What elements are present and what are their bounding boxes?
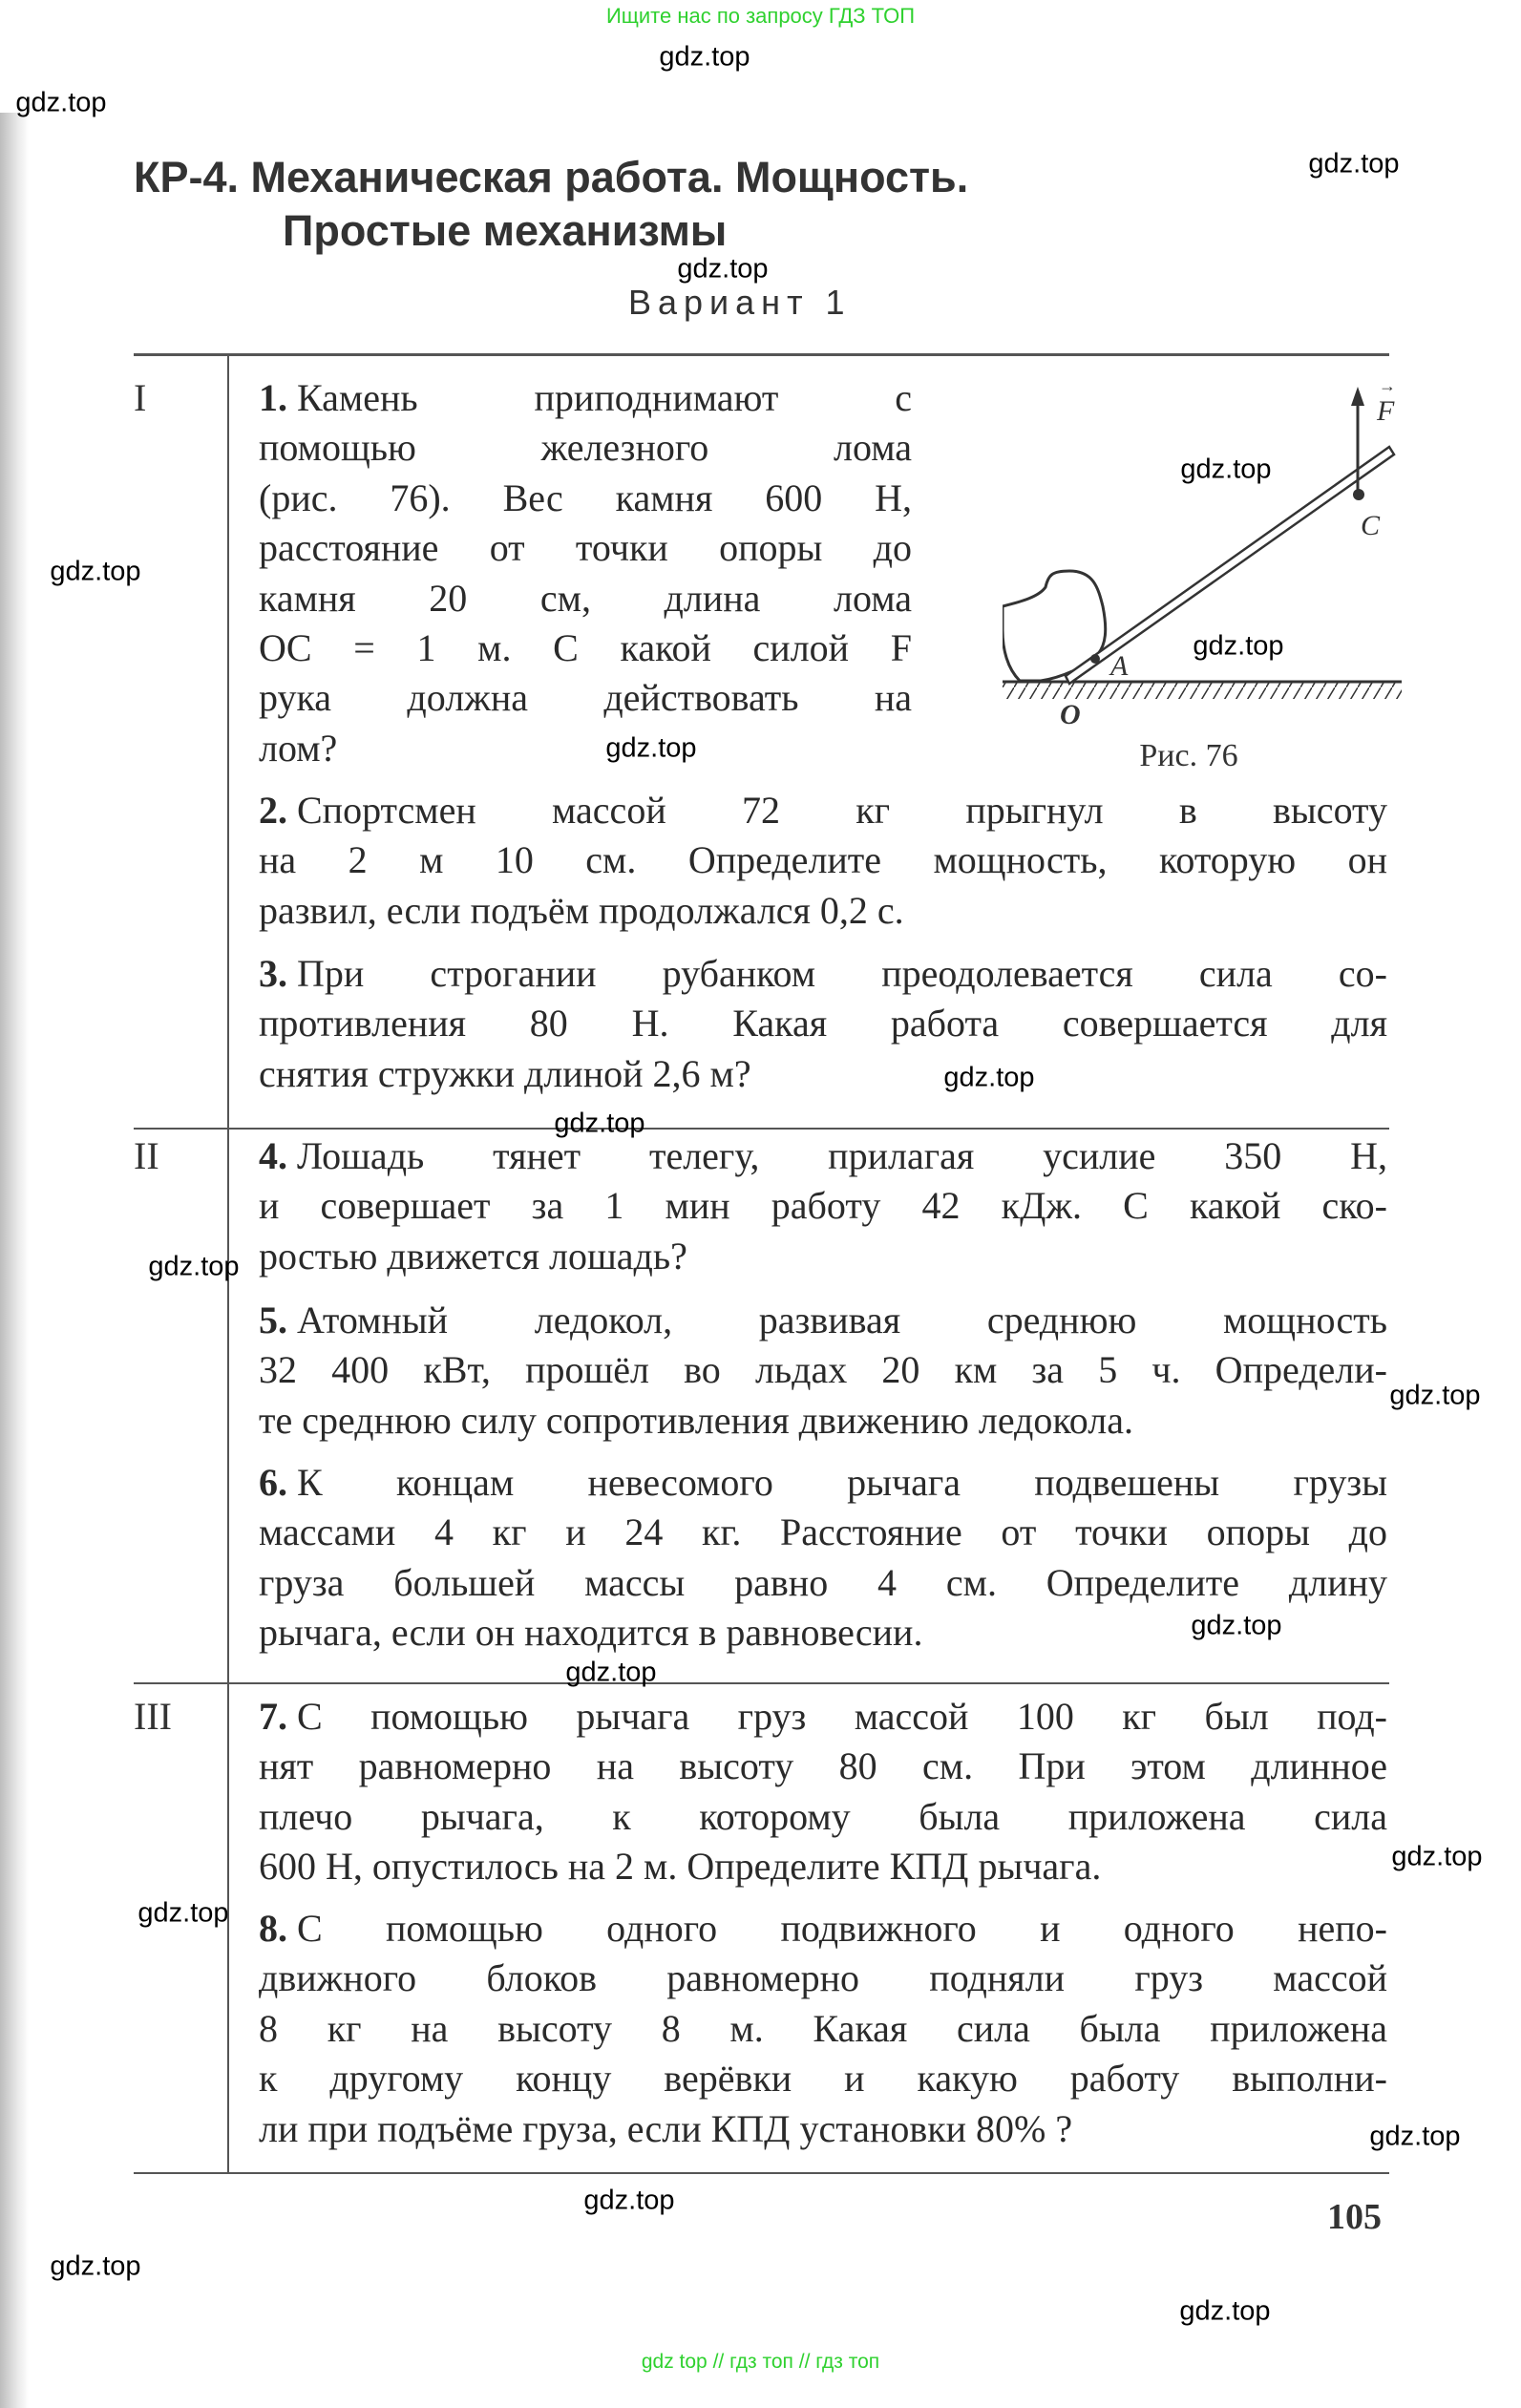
problem-text: При строгании рубанком преодолевается сила со-	[297, 952, 1387, 995]
problem-line	[259, 673, 912, 723]
table-bottom-rule	[134, 2172, 1389, 2174]
page-edge-shadow	[0, 113, 29, 2408]
problem-number: 4.	[259, 1134, 287, 1177]
problem-1	[259, 373, 912, 773]
watermark: gdz.top	[1180, 454, 1272, 485]
problem-line	[259, 373, 912, 423]
problem-text: нят равномерно на высоту 80 см. При этом длинное	[259, 1744, 1387, 1788]
problem-line	[259, 1131, 1387, 1181]
label-a: A	[1110, 650, 1129, 682]
label-c: C	[1361, 510, 1381, 541]
problem-line	[259, 523, 912, 573]
watermark: gdz.top	[50, 556, 141, 587]
problem-text: движного блоков равномерно подняли груз массой	[259, 1956, 1387, 2000]
problem-line	[259, 574, 912, 623]
problem-text: груза большей массы равно 4 см. Определите длину	[259, 1560, 1387, 1604]
problem-line	[259, 1904, 1387, 1954]
level-label-2: II	[134, 1134, 159, 1177]
problem-line	[259, 1508, 1387, 1557]
watermark: gdz.top	[15, 87, 107, 118]
problem-line	[259, 1458, 1387, 1508]
problem-line	[259, 2104, 1387, 2154]
level-divider-2	[134, 1682, 1389, 1684]
problem-text: помощью железного лома	[259, 426, 912, 470]
problem-text: К концам невесомого рычага подвешены грузы	[297, 1461, 1387, 1504]
watermark: gdz.top	[583, 2185, 675, 2216]
problem-text: рычага, если он находится в равновесии.	[259, 1611, 923, 1655]
problem-text: на 2 м 10 см. Определите мощность, которую он	[259, 838, 1387, 882]
variant-heading: Вариант 1	[628, 283, 852, 322]
problem-text: ли при подъёме груза, если КПД установки 80% ?	[259, 2106, 1073, 2150]
figure-caption: Рис. 76	[1139, 738, 1238, 773]
problem-text: 600 Н, опустилось на 2 м. Определите КПД рычага.	[259, 1845, 1102, 1889]
watermark: gdz.top	[50, 2250, 141, 2282]
vector-arrow-icon: →	[1379, 376, 1396, 395]
problem-text: развил, если подъём продолжался 0,2 с.	[259, 888, 904, 932]
problem-text: 8 кг на высоту 8 м. Какая сила была приложена	[259, 2006, 1387, 2050]
problem-line	[259, 835, 1387, 885]
point-a-dot	[1090, 654, 1100, 664]
problem-number: 7.	[259, 1695, 287, 1738]
problem-number: 5.	[259, 1299, 287, 1341]
level-label-3: III	[134, 1695, 172, 1738]
problem-text: расстояние от точки опоры до	[259, 526, 912, 570]
problem-text: Камень приподнимают с	[297, 376, 912, 419]
problem-text: 32 400 кВт, прошёл во льдах 20 км за 5 ч. Определи-	[259, 1348, 1387, 1392]
watermark: gdz.top	[605, 732, 697, 764]
problem-3	[259, 949, 1387, 1099]
watermark: gdz.top	[1179, 2295, 1271, 2327]
problem-line	[259, 724, 912, 773]
problem-line	[259, 1792, 1387, 1842]
top-banner[interactable]: Ищите нас по запросу ГДЗ ТОП	[605, 4, 916, 28]
problem-8	[259, 1904, 1387, 2154]
watermark: gdz.top	[1191, 1610, 1282, 1641]
watermark: gdz.top	[1389, 1380, 1481, 1411]
problem-5	[259, 1296, 1387, 1446]
problem-text: ростью движется лошадь?	[259, 1234, 687, 1278]
problem-line	[259, 886, 1387, 936]
problem-line	[259, 1396, 1387, 1446]
level-label-1: I	[134, 376, 147, 419]
problem-line	[259, 474, 912, 523]
title-line-2: Простые механизмы	[283, 206, 728, 255]
problem-line	[259, 1181, 1387, 1231]
label-o: O	[1060, 699, 1081, 730]
problem-text: камня 20 см, длина лома	[259, 576, 912, 620]
problem-text: противления 80 Н. Какая работа совершается для	[259, 1002, 1387, 1046]
problem-line	[259, 1296, 1387, 1345]
watermark: gdz.top	[677, 253, 769, 285]
watermark: gdz.top	[565, 1657, 657, 1688]
problem-number: 2.	[259, 789, 287, 832]
force-arrowhead-icon	[1351, 387, 1364, 406]
problem-text: плечо рычага, к которому была приложена сила	[259, 1794, 1387, 1838]
watermark: gdz.top	[943, 1062, 1035, 1093]
problem-7	[259, 1692, 1387, 1892]
problem-number: 3.	[259, 952, 287, 995]
problem-text: Лошадь тянет телегу, прилагая усилие 350 Н,	[297, 1134, 1387, 1177]
problem-4	[259, 1131, 1387, 1281]
problem-number: 6.	[259, 1461, 287, 1504]
table-top-rule	[134, 353, 1389, 356]
level-divider-1	[134, 1128, 1389, 1130]
problem-line	[259, 1049, 1387, 1099]
problem-line	[259, 2004, 1387, 2054]
problem-number: 8.	[259, 1907, 287, 1950]
page-number: 105	[1327, 2197, 1382, 2237]
problem-text: те среднюю силу сопротивления движению ледокола.	[259, 1398, 1133, 1442]
problem-line	[259, 1692, 1387, 1742]
problem-text: OC = 1 м. С какой силой F	[259, 626, 912, 670]
problem-text: (рис. 76). Вес камня 600 Н,	[259, 475, 912, 519]
problem-text: лом?	[259, 726, 338, 770]
problem-line	[259, 1232, 1387, 1281]
problem-text: и совершает за 1 мин работу 42 кДж. С какой ско-	[259, 1184, 1387, 1228]
problem-line	[259, 1842, 1387, 1891]
problem-line	[259, 999, 1387, 1048]
problem-text: к другому концу верёвки и какую работу выполни-	[259, 2057, 1387, 2101]
problem-text: С помощью рычага груз массой 100 кг был под-	[297, 1695, 1387, 1738]
problem-number: 1.	[259, 376, 287, 419]
problem-text: Спортсмен массой 72 кг прыгнул в высоту	[297, 789, 1387, 832]
problem-text: рука должна действовать на	[259, 676, 912, 720]
watermark: gdz.top	[659, 41, 750, 73]
watermark: gdz.top	[1193, 630, 1284, 662]
ground-hatching	[1003, 682, 1402, 699]
watermark: gdz.top	[137, 1897, 229, 1929]
label-f: F	[1377, 395, 1395, 427]
problem-line	[259, 1345, 1387, 1395]
footer-links[interactable]: gdz top // гдз топ // гдз топ	[641, 2351, 880, 2373]
problem-text: С помощью одного подвижного и одного непо-	[297, 1907, 1387, 1950]
problem-2	[259, 786, 1387, 936]
lever-figure	[1003, 363, 1432, 783]
problem-text: массами 4 кг и 24 кг. Расстояние от точки опоры до	[259, 1510, 1387, 1554]
problem-line	[259, 786, 1387, 835]
problem-line	[259, 1558, 1387, 1608]
problem-line	[259, 623, 912, 673]
watermark: gdz.top	[1391, 1841, 1483, 1872]
problem-text: Атомный ледокол, развивая среднюю мощность	[297, 1299, 1387, 1341]
problem-line	[259, 2054, 1387, 2103]
watermark: gdz.top	[1369, 2121, 1461, 2152]
title-line-1: КР-4. Механическая работа. Мощность.	[134, 153, 969, 201]
problem-line	[259, 1954, 1387, 2003]
watermark: gdz.top	[554, 1108, 645, 1139]
watermark: gdz.top	[1308, 148, 1400, 180]
watermark: gdz.top	[148, 1251, 240, 1282]
problem-text: снятия стружки длиной 2,6 м?	[259, 1051, 751, 1095]
problem-line	[259, 1742, 1387, 1791]
problem-line	[259, 423, 912, 473]
problem-line	[259, 949, 1387, 999]
